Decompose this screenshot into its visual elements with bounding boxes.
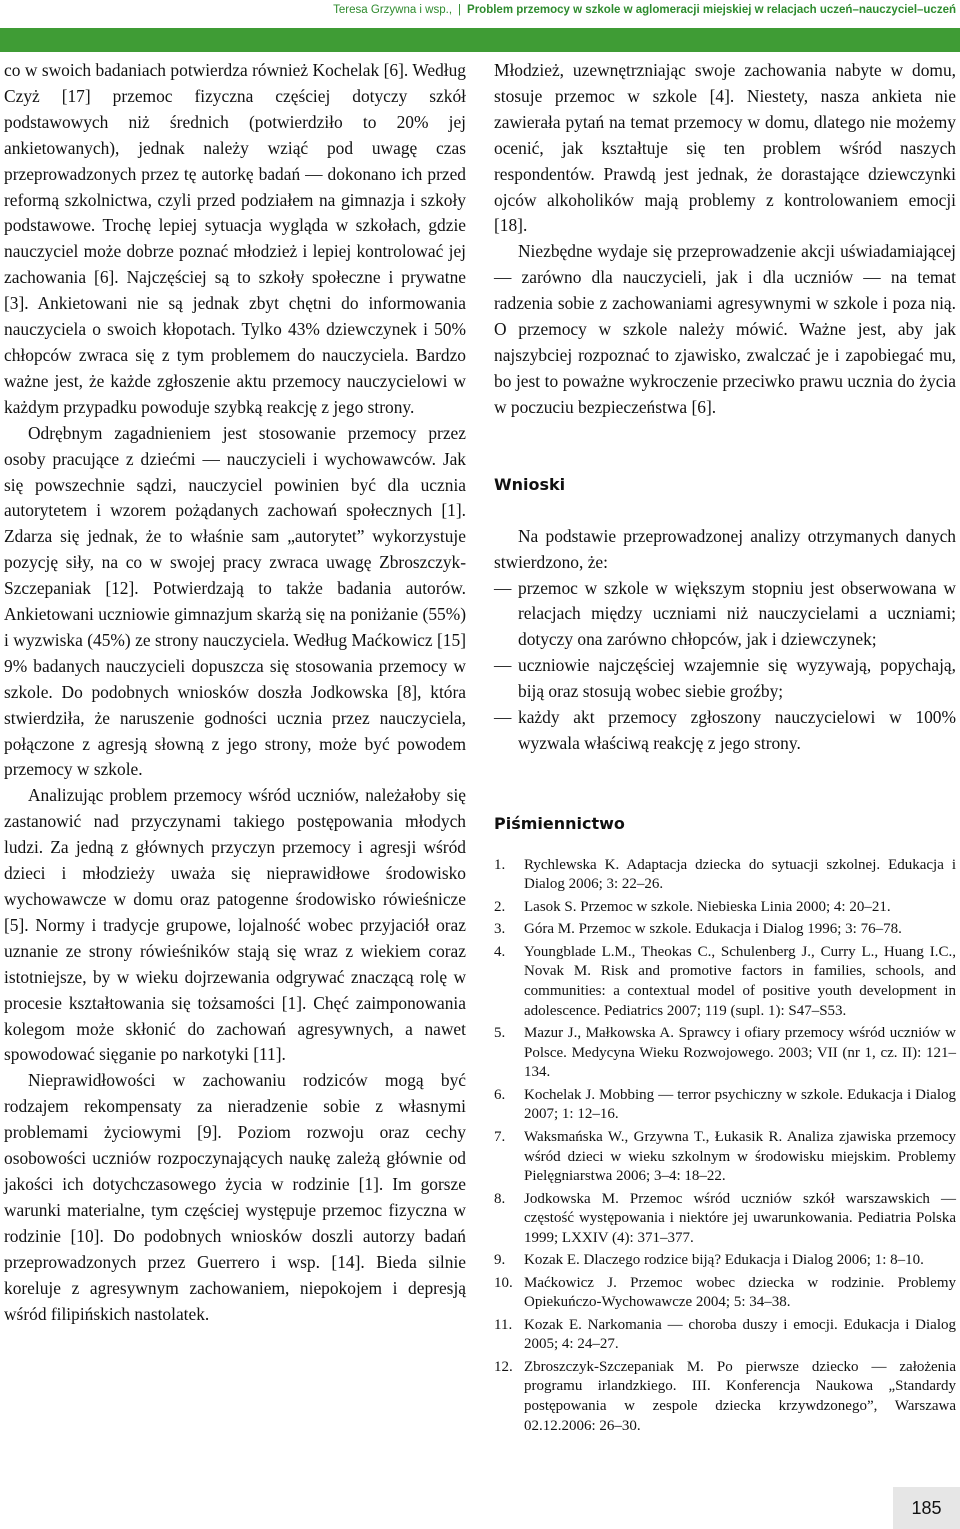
list-item: [494, 705, 956, 757]
reference-text: Kozak E. Narkomania — choroba duszy i emocji. Edukacja i Dialog 2005; 4: 24–27.: [524, 1316, 956, 1353]
reference-item: [494, 1086, 956, 1125]
reference-text: Youngblade L.M., Theokas C., Schulenberg J., Curry L., Huang I.C., Novak M. Risk and promotive factors in families, schools, and communities: a contextual model of positive youth development in adolescence. Pediatrics 2007; 119 (supl. 1): S47–S53.: [524, 943, 956, 1019]
reference-number: 4.: [494, 943, 506, 960]
body-paragraph: Młodzież, uzewnętrzniając swoje zachowania nabyte w domu, stosuje przemoc w szkole [4]. Niestety, nasza ankieta nie zawierała pytań na temat przemocy w domu, dlatego nie możemy ocenić, jak kształtuje się ten problem wśród naszych respondentów. Prawdą jest jednak, że dorastające dziewczynki ojców alkoholików mają problemy z kontrolowaniem emocji [18].: [494, 60, 956, 236]
reference-number: 10.: [494, 1274, 513, 1291]
reference-number: 7.: [494, 1128, 506, 1145]
reference-item: [494, 898, 956, 918]
reference-item: [494, 1274, 956, 1313]
reference-number: 1.: [494, 856, 506, 873]
reference-item: [494, 920, 956, 940]
reference-item: [494, 943, 956, 1021]
header-separator: |: [458, 4, 462, 16]
conclusions-intro: Na podstawie przeprowadzonej analizy otrzymanych danych stwierdzono, że:: [494, 525, 956, 572]
reference-text: Jodkowska M. Przemoc wśród uczniów szkół warszawskich — częstość występowania i niektóre jej uwarunkowania. Pediatria Polska 1999; LXXIV (4): 371–377.: [524, 1190, 956, 1246]
header-title: Problem przemocy w szkole w aglomeracji miejskiej w relacjach uczeń–nauczyciel–uczeń: [467, 4, 956, 16]
body-paragraph: Analizując problem przemocy wśród uczniów, należałoby się zastanowić nad przyczynami takiego postępowania młodych ludzi. Za jedną z głównych przyczyn przemocy i agresji wśród dzieci i młodzieży uważa się nieprawidłowe środowisko wychowawcze w domu oraz patogenne środowisko rówieśnicze [5]. Normy i tradycje grupowe, lojalność wobec przyjaciół oraz uznanie ze strony rówieśników stają się wraz z wiekiem coraz istotniejsze, by w wieku dojrzewania odgrywać znaczącą rolę w procesie kształtowania się tożsamości [1]. Chęć zaimponowania kolegom może skłonić do zachowań agresywnych, a nawet spowodować sięganie po narkotyki [11].: [4, 785, 466, 1065]
references-heading: Piśmiennictwo: [494, 813, 625, 833]
reference-text: Zbroszczyk-Szczepaniak M. Po pierwsze dziecko — założenia programu irlandzkiego. III. Konferencja Naukowa „Standardy postępowania w zespole dziecka krzywdzonego”, Warszawa 02.12.2006: 26–30.: [524, 1358, 956, 1434]
header-rule: [0, 28, 960, 52]
reference-item: [494, 1128, 956, 1187]
list-item: [494, 653, 956, 705]
dash-bullet: —: [494, 655, 512, 676]
list-item-text: uczniowie najczęściej wzajemnie się wyzywają, popychają, biją oraz stosują wobec siebie groźby;: [518, 655, 956, 702]
reference-text: Mazur J., Małkowska A. Sprawcy i ofiary przemocy wśród uczniów w Polsce. Medycyna Wieku Rozwojowego. 2003; VII (nr 1, cz. II): 121–134.: [524, 1025, 956, 1081]
reference-number: 3.: [494, 921, 506, 938]
header-authors: Teresa Grzywna i wsp.,: [333, 4, 453, 16]
reference-item: [494, 1251, 956, 1271]
reference-item: [494, 856, 956, 895]
reference-number: 5.: [494, 1025, 506, 1042]
reference-text: Kozak E. Dlaczego rodzice biją? Edukacja i Dialog 2006; 1: 8–10.: [524, 1252, 924, 1269]
references-list: [494, 856, 956, 1436]
dash-bullet: —: [494, 707, 512, 728]
list-item-text: każdy akt przemocy zgłoszony nauczycielowi w 100% wyzwala właściwą reakcję z jego strony.: [518, 707, 956, 753]
reference-text: Lasok S. Przemoc w szkole. Niebieska Linia 2000; 4: 20–21.: [524, 898, 891, 915]
reference-text: Waksmańska W., Grzywna T., Łukasik R. Analiza zjawiska przemocy wśród dzieci w wieku szkolnym w środowisku miejskim. Problemy Pielęgniarstwa 2006; 3–4: 18–22.: [524, 1128, 956, 1185]
right-column: [494, 58, 956, 1439]
list-item: [494, 576, 956, 654]
body-paragraph: Niezbędne wydaje się przeprowadzenie akcji uświadamiającej — zarówno dla nauczycieli, jak i dla uczniów — na temat radzenia sobie z zachowaniami agresywnymi w szkole i poza nią. O przemocy w szkole należy mówić. Ważne jest, aby jak najszybciej rozpoznać to zjawisko, zwalczać je i zapobiegać mu, bo jest to poważne wykroczenie przeciwko prawu ucznia do życia w poczuciu bezpieczeństwa [6].: [494, 241, 956, 417]
reference-number: 12.: [494, 1358, 513, 1375]
body-paragraph: co w swoich badaniach potwierdza również Kochelak [6]. Według Czyż [17] przemoc fizyczna częściej dotyczy szkół podstawowych niż średnich (potwierdziło to 20% jej ankietowanych), jednak należy wziąć pod uwagę czas przeprowadzonych przez tę autorkę badań — dokonano ich przed reformą szkolnictwa, czyli przed podziałem na gimnazja i szkoły podstawowe. Trochę lepiej sytuacja wygląda w szkołach, gdzie nauczyciel może dobrze poznać młodzież i lepiej kontrolować jej zachowania [6]. Najczęściej są to szkoły społeczne i prywatne [3]. Ankietowani nie są jednak zbyt chętni do informowania nauczyciela o swoich kłopotach. Tylko 43% dziewczynek i 50% chłopców zwraca się z tym problemem do nauczyciela. Bardzo ważne jest, że każde zgłoszenie aktu przemocy nauczycielowi w każdym przypadku powoduje szybką reakcję z jego strony.: [4, 60, 466, 417]
reference-number: 11.: [494, 1316, 513, 1333]
reference-text: Góra M. Przemoc w szkole. Edukacja i Dialog 1996; 3: 76–78.: [524, 921, 902, 938]
body-paragraph: Odrębnym zagadnieniem jest stosowanie przemocy przez osoby pracujące z dziećmi — nauczycieli i wychowawców. Jak się powszechnie sądzi, nauczyciel powinien być dla ucznia autorytetem i wzorem pożądanych zachowań społecznych [1]. Zdarza się jednak, że to właśnie sam „autorytet” wykorzystuje pozycję siły, na co w swojej pracy zwraca uwagę Zbroszczyk-Szczepaniak [12]. Potwierdzają to także badania autorów. Ankietowani uczniowie gimnazjum skarżą się na poniżanie (55%) i wyzwiska (45%) ze strony nauczyciela. Według Maćkowicz [15] 9% badanych nauczycieli dopuszcza się stosowania przemocy w szkole. Do podobnych wniosków doszła Jodkowska [8], która stwierdziła, że naruszenie godności ucznia przez nauczyciela, połączone z agresją słowną z jego strony, może być powodem przemocy w szkole.: [4, 422, 466, 780]
reference-item: [494, 1190, 956, 1249]
reference-number: 9.: [494, 1252, 506, 1269]
dash-bullet: —: [494, 577, 512, 598]
page-number: 185: [893, 1487, 960, 1529]
running-header: [0, 0, 960, 29]
list-item-text: przemoc w szkole w większym stopniu jest obserwowana w relacjach między uczniami niż nauczycielami a uczniami; dotyczy ona zarówno chłopców, jak i dziewczynek;: [518, 577, 956, 650]
reference-text: Maćkowicz J. Przemoc wobec dziecka w rodzinie. Problemy Opiekuńczo-Wychowawcze 2004; 5: 34–38.: [524, 1274, 956, 1311]
reference-item: [494, 1316, 956, 1355]
reference-text: Rychlewska K. Adaptacja dziecka do sytuacji szkolnej. Edukacja i Dialog 2006; 3: 22–26.: [524, 856, 956, 893]
reference-item: [494, 1358, 956, 1436]
reference-number: 8.: [494, 1190, 506, 1207]
left-column: [4, 58, 466, 1327]
reference-text: Kochelak J. Mobbing — terror psychiczny w szkole. Edukacja i Dialog 2007; 1: 12–16.: [524, 1086, 956, 1123]
reference-number: 2.: [494, 898, 506, 915]
conclusions-heading: Wnioski: [494, 474, 566, 494]
conclusions-list: [494, 576, 956, 757]
reference-number: 6.: [494, 1086, 506, 1103]
reference-item: [494, 1024, 956, 1083]
body-paragraph: Nieprawidłowości w zachowaniu rodziców mogą być rodzajem rekompensaty za nieradzenie sobie z własnymi problemami życiowymi [9]. Poziom rozwoju oraz cechy osobowości uczniów rozpoczynających naukę zależą głównie od jakości ich dotychczasowego życia w rodzinie [1]. Im gorsze warunki materialne, tym częściej występuje przemoc fizyczna w rodzinie [10]. Do podobnych wniosków doszli autorzy badań przeprowadzonych przez Guerrero i wsp. [14]. Bieda silnie koreluje z agresywnym zachowaniem, niepokojem i depresją wśród filipińskich nastolatek.: [4, 1070, 466, 1324]
